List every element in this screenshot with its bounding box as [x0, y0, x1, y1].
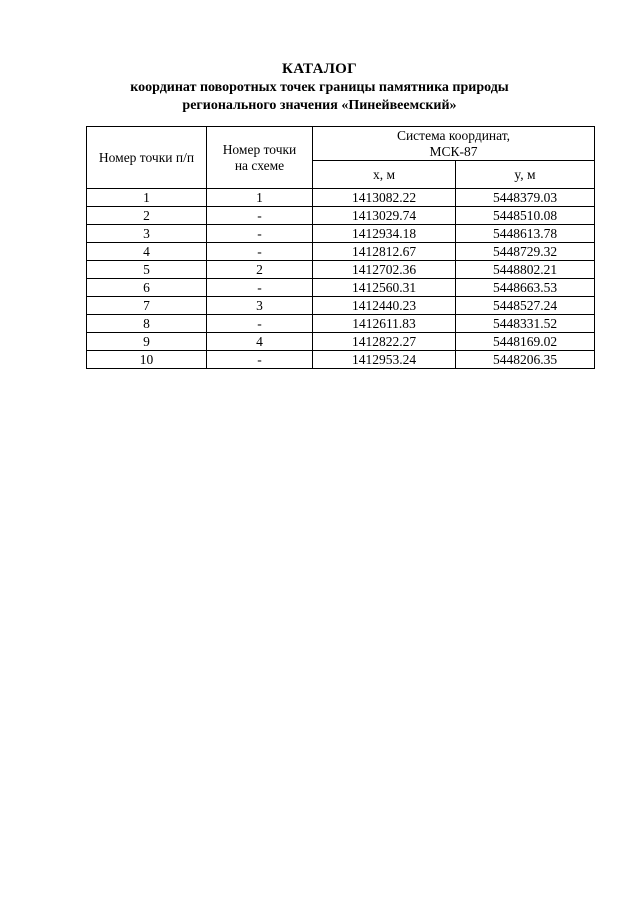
cell-x: 1412611.83 — [313, 315, 456, 333]
cell-point-number: 4 — [87, 243, 207, 261]
document-subtitle-line1: координат поворотных точек границы памятника природы — [130, 80, 509, 95]
document-subtitle-line2: регионального значения «Пинейвеемский» — [182, 98, 457, 113]
cell-scheme-number: - — [207, 315, 313, 333]
header-coordinate-system-line2: МСК-87 — [429, 143, 478, 159]
document-heading — [0, 59, 639, 115]
cell-point-number: 1 — [87, 189, 207, 207]
cell-y: 5448510.08 — [456, 207, 595, 225]
table-row — [87, 243, 595, 261]
cell-scheme-number: - — [207, 225, 313, 243]
cell-scheme-number: 2 — [207, 261, 313, 279]
table-row — [87, 225, 595, 243]
cell-x: 1413029.74 — [313, 207, 456, 225]
header-coordinate-system — [313, 127, 595, 161]
cell-point-number: 3 — [87, 225, 207, 243]
cell-scheme-number: - — [207, 351, 313, 369]
header-scheme-number-line1: Номер точки — [222, 141, 297, 157]
cell-scheme-number: - — [207, 207, 313, 225]
table-row — [87, 315, 595, 333]
header-scheme-number — [207, 127, 313, 189]
coordinates-table — [86, 126, 595, 369]
table-body — [87, 189, 595, 369]
cell-y: 5448331.52 — [456, 315, 595, 333]
cell-point-number: 6 — [87, 279, 207, 297]
cell-x: 1412440.23 — [313, 297, 456, 315]
header-x: x, м — [313, 161, 456, 189]
cell-scheme-number: 4 — [207, 333, 313, 351]
table-row — [87, 279, 595, 297]
header-scheme-number-line2: на схеме — [234, 157, 285, 173]
cell-x: 1413082.22 — [313, 189, 456, 207]
table-row — [87, 207, 595, 225]
table-row — [87, 189, 595, 207]
header-coordinate-system-line1: Система координат, — [396, 127, 511, 143]
cell-scheme-number: 3 — [207, 297, 313, 315]
cell-point-number: 10 — [87, 351, 207, 369]
table-header — [87, 127, 595, 189]
cell-scheme-number: 1 — [207, 189, 313, 207]
header-point-number: Номер точки п/п — [87, 127, 207, 189]
cell-x: 1412702.36 — [313, 261, 456, 279]
header-y: y, м — [456, 161, 595, 189]
cell-y: 5448206.35 — [456, 351, 595, 369]
cell-y: 5448802.21 — [456, 261, 595, 279]
table-row — [87, 261, 595, 279]
cell-x: 1412812.67 — [313, 243, 456, 261]
cell-scheme-number: - — [207, 243, 313, 261]
cell-y: 5448527.24 — [456, 297, 595, 315]
table-row — [87, 297, 595, 315]
cell-scheme-number: - — [207, 279, 313, 297]
cell-x: 1412822.27 — [313, 333, 456, 351]
cell-x: 1412953.24 — [313, 351, 456, 369]
table-row — [87, 333, 595, 351]
cell-point-number: 2 — [87, 207, 207, 225]
cell-point-number: 8 — [87, 315, 207, 333]
cell-point-number: 7 — [87, 297, 207, 315]
cell-y: 5448613.78 — [456, 225, 595, 243]
cell-x: 1412560.31 — [313, 279, 456, 297]
cell-point-number: 9 — [87, 333, 207, 351]
cell-y: 5448169.02 — [456, 333, 595, 351]
cell-y: 5448379.03 — [456, 189, 595, 207]
table-row — [87, 351, 595, 369]
document-title: КАТАЛОГ — [282, 61, 357, 77]
cell-x: 1412934.18 — [313, 225, 456, 243]
cell-y: 5448729.32 — [456, 243, 595, 261]
cell-point-number: 5 — [87, 261, 207, 279]
cell-y: 5448663.53 — [456, 279, 595, 297]
